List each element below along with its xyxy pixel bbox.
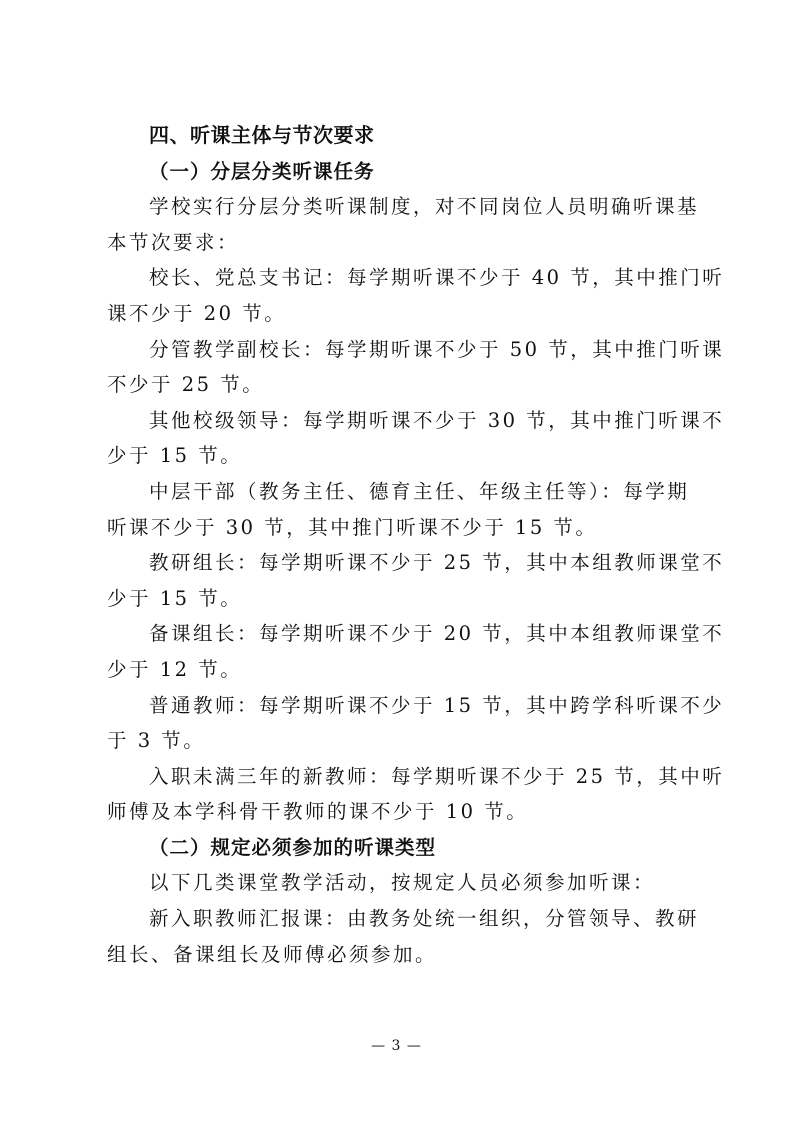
paragraph-line: 听课不少于 30 节，其中推门听课不少于 15 节。 — [107, 515, 598, 539]
subsection-title-1: （一）分层分类听课任务 — [149, 159, 375, 183]
paragraph-line: 不少于 25 节。 — [107, 373, 265, 397]
subsection-title-2: （二）规定必须参加的听课类型 — [149, 835, 437, 859]
paragraph-line: 少于 15 节。 — [107, 586, 243, 610]
paragraph-line: 以下几类课堂教学活动，按规定人员必须参加听课： — [149, 871, 656, 895]
document-body — [107, 118, 725, 972]
page-number: — 3 — — [371, 1038, 422, 1054]
paragraph-line: 中层干部（教务主任、德育主任、年级主任等）：每学期 — [149, 479, 690, 503]
paragraph-line: 校长、党总支书记：每学期听课不少于 40 节，其中推门听 — [149, 266, 725, 290]
paragraph-line: 组长、备课组长及师傅必须参加。 — [107, 942, 438, 966]
paragraph-line: 学校实行分层分类听课制度，对不同岗位人员明确听课基 — [149, 195, 700, 219]
paragraph-line: 课不少于 20 节。 — [107, 301, 287, 325]
paragraph-line: 分管教学副校长：每学期听课不少于 50 节，其中推门听课 — [149, 337, 725, 361]
paragraph-line: 入职未满三年的新教师：每学期听课不少于 25 节，其中听 — [149, 764, 725, 788]
paragraph-line: 于 3 节。 — [107, 729, 206, 753]
paragraph-line: 本节次要求： — [107, 230, 240, 254]
paragraph-line: 备课组长：每学期听课不少于 20 节，其中本组教师课堂不 — [149, 622, 725, 646]
paragraph-line: 教研组长：每学期听课不少于 25 节，其中本组教师课堂不 — [149, 551, 725, 575]
section-heading: 四、听课主体与节次要求 — [149, 123, 375, 147]
paragraph-line: 新入职教师汇报课：由教务处统一组织，分管领导、教研 — [149, 907, 700, 931]
paragraph-line: 少于 15 节。 — [107, 444, 243, 468]
paragraph-line: 其他校级领导：每学期听课不少于 30 节，其中推门听课不 — [149, 408, 725, 432]
paragraph-line: 少于 12 节。 — [107, 657, 243, 681]
paragraph-line: 普通教师：每学期听课不少于 15 节，其中跨学科听课不少 — [149, 693, 725, 717]
paragraph-line: 师傅及本学科骨干教师的课不少于 10 节。 — [107, 800, 529, 824]
